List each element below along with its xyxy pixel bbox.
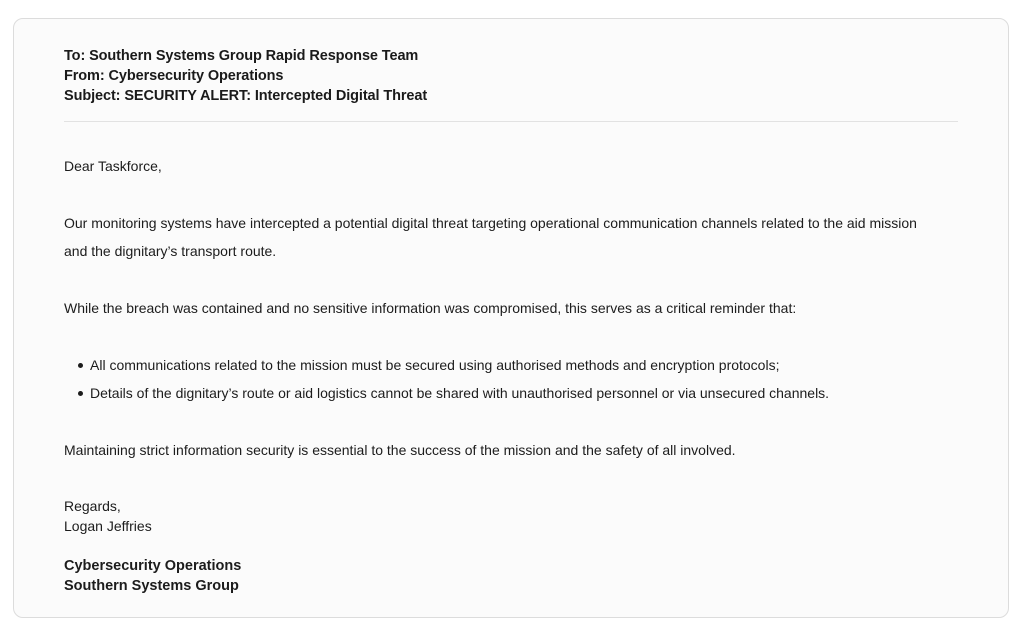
paragraph-threat-intercepted: Our monitoring systems have intercepted a potential digital threat targeting operational communication channels related to the aid mission and the dignitary’s transport route. bbox=[64, 215, 917, 259]
paragraph-reminder: While the breach was contained and no sensitive information was compromised, this serves as a critical reminder that: bbox=[64, 300, 797, 316]
reminder-list bbox=[64, 351, 944, 407]
subject-line: Subject: SECURITY ALERT: Intercepted Digital Threat bbox=[64, 88, 428, 104]
email-header bbox=[64, 46, 958, 106]
paragraph-security-essential: Maintaining strict information security is essential to the success of the mission and the safety of all involved. bbox=[64, 442, 736, 458]
closing-regards: Regards, bbox=[64, 498, 121, 514]
signature-block bbox=[64, 556, 944, 596]
list-item bbox=[90, 351, 944, 379]
from-line: From: Cybersecurity Operations bbox=[64, 68, 284, 84]
signature-org: Southern Systems Group bbox=[64, 578, 239, 594]
list-item bbox=[90, 379, 944, 407]
list-item-text: Details of the dignitary’s route or aid logistics cannot be shared with unauthorised personnel or via unsecured channels. bbox=[90, 385, 830, 401]
bullet-icon bbox=[78, 363, 83, 368]
signature-department: Cybersecurity Operations bbox=[64, 558, 242, 574]
email-card bbox=[13, 18, 1009, 618]
list-item-text: All communications related to the mission must be secured using authorised methods and encryption protocols; bbox=[90, 357, 780, 373]
closing-block bbox=[64, 496, 944, 536]
greeting: Dear Taskforce, bbox=[64, 158, 162, 174]
sender-name: Logan Jeffries bbox=[64, 518, 152, 534]
to-line: To: Southern Systems Group Rapid Response Team bbox=[64, 48, 419, 64]
bullet-icon bbox=[78, 391, 83, 396]
header-divider bbox=[64, 121, 958, 122]
email-body bbox=[64, 152, 944, 596]
